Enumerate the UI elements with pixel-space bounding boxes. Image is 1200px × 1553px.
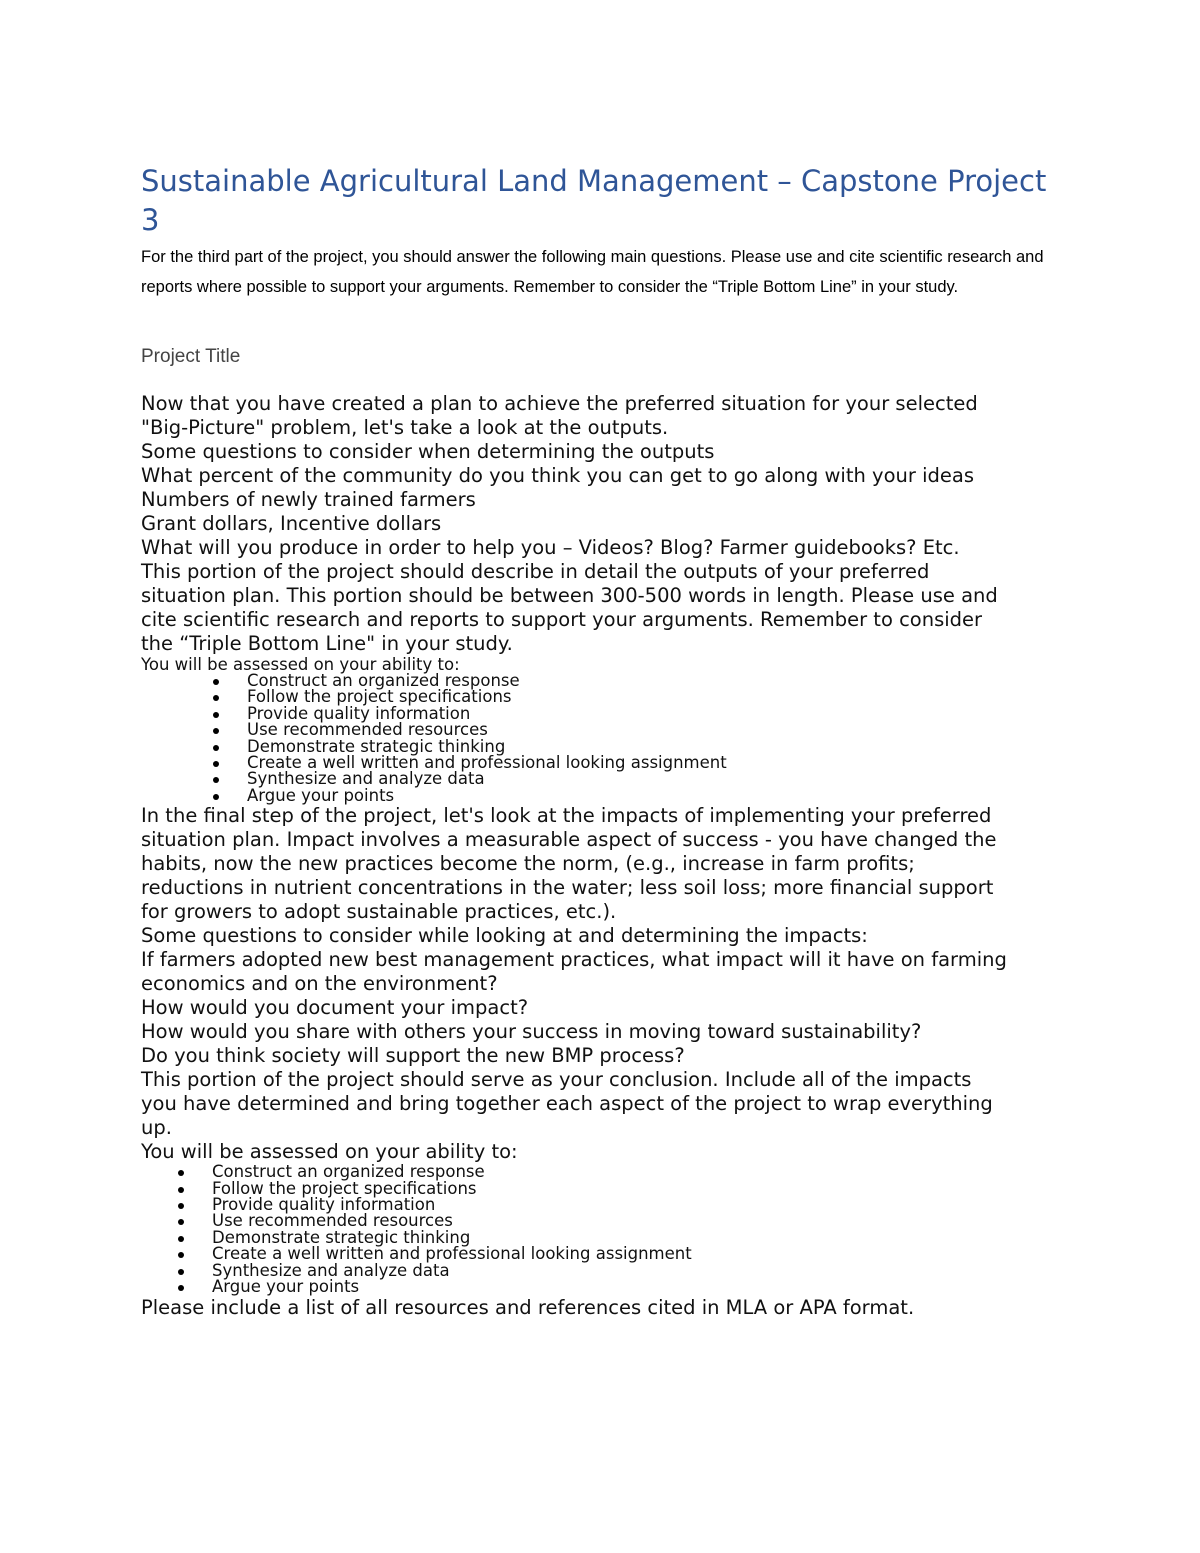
bullet-icon: [213, 679, 219, 685]
bullet-icon: [213, 695, 219, 701]
impacts-line: This portion of the project should serve as your conclusion. Include all of the impacts: [141, 1068, 972, 1092]
impacts-line: for growers to adopt sustainable practices, etc.).: [141, 900, 617, 924]
impacts-line: How would you share with others your success in moving toward sustainability?: [141, 1020, 922, 1044]
outputs-line: Some questions to consider when determining the outputs: [141, 440, 715, 463]
impacts-line: economics and on the environment?: [141, 972, 498, 996]
project-title-label: Project Title: [141, 346, 241, 367]
list-item-label: Argue your points: [247, 785, 395, 805]
outputs-line: Grant dollars, Incentive dollars: [141, 512, 442, 535]
impacts-line: You will be assessed on your ability to:: [141, 1140, 518, 1164]
list-item-label: Follow the project specifications: [247, 687, 512, 707]
list-item-label: Synthesize and analyze data: [247, 769, 485, 789]
intro-paragraph: For the third part of the project, you should answer the following main questions. Please use and cite scientific research and reports where possible to support your arguments. Remember to consider the “Triple Bottom Line” in your study.: [141, 248, 1044, 296]
impacts-line: In the final step of the project, let's look at the impacts of implementing your preferred: [141, 804, 992, 828]
list-item: [141, 785, 1071, 805]
outputs-line: What percent of the community do you think you can get to go along with your ideas: [141, 464, 974, 487]
list-item-label: Use recommended resources: [212, 1211, 453, 1231]
list-item-label: Argue your points: [212, 1277, 360, 1297]
list-item-label: Create a well written and professional looking assignment: [247, 753, 727, 773]
outputs-line: This portion of the project should describe in detail the outputs of your preferred: [141, 560, 930, 583]
impacts-line: situation plan. Impact involves a measurable aspect of success - you have changed the: [141, 828, 997, 852]
list-item: [141, 1279, 1071, 1295]
list-item-label: Provide quality information: [212, 1195, 436, 1215]
impacts-line: Some questions to consider while looking at and determining the impacts:: [141, 924, 868, 948]
outputs-line: "Big-Picture" problem, let's take a look at the outputs.: [141, 416, 669, 439]
impacts-line: habits, now the new practices become the norm, (e.g., increase in farm profits;: [141, 852, 915, 876]
bullet-icon: [178, 1203, 184, 1209]
assessment-criteria-list: [141, 1164, 1071, 1295]
impacts-line: up.: [141, 1116, 172, 1140]
bullet-icon: [213, 728, 219, 734]
bullet-icon: [213, 712, 219, 718]
bullet-icon: [178, 1285, 184, 1291]
impacts-line: reductions in nutrient concentrations in the water; less soil loss; more financial support: [141, 876, 994, 900]
outputs-section: [141, 392, 1071, 656]
bullet-icon: [178, 1170, 184, 1176]
document-body: [141, 392, 1071, 1320]
impacts-section: [141, 804, 1071, 1164]
bullet-icon: [178, 1219, 184, 1225]
bullet-icon: [213, 794, 219, 800]
bullet-icon: [178, 1187, 184, 1193]
outputs-line: situation plan. This portion should be between 300-500 words in length. Please use and: [141, 584, 998, 607]
bullet-icon: [178, 1269, 184, 1275]
impacts-line: If farmers adopted new best management practices, what impact will it have on farming: [141, 948, 1007, 972]
assessment-intro: You will be assessed on your ability to:: [141, 655, 460, 674]
bullet-icon: [213, 745, 219, 751]
list-item-label: Synthesize and analyze data: [212, 1260, 450, 1280]
bullet-icon: [213, 777, 219, 783]
list-item-label: Demonstrate strategic thinking: [247, 736, 506, 756]
outputs-line: the “Triple Bottom Line" in your study.: [141, 632, 513, 655]
list-item-label: Demonstrate strategic thinking: [212, 1227, 471, 1247]
bullet-icon: [213, 761, 219, 767]
list-item-label: Use recommended resources: [247, 720, 488, 740]
outputs-line: Numbers of newly trained farmers: [141, 488, 476, 511]
impacts-line: you have determined and bring together each aspect of the project to wrap everything: [141, 1092, 993, 1116]
impacts-line: How would you document your impact?: [141, 996, 529, 1020]
document-title: Sustainable Agricultural Land Management – Capstone Project 3: [141, 164, 1047, 237]
assessment-criteria-list: [141, 673, 1071, 804]
impacts-line: Do you think society will support the new BMP process?: [141, 1044, 685, 1068]
list-item-label: Create a well written and professional looking assignment: [212, 1244, 692, 1264]
bullet-icon: [178, 1252, 184, 1258]
references-note: Please include a list of all resources and references cited in MLA or APA format.: [141, 1295, 915, 1319]
list-item-label: Construct an organized response: [247, 671, 520, 690]
outputs-line: What will you produce in order to help you – Videos? Blog? Farmer guidebooks? Etc.: [141, 536, 960, 559]
list-item-label: Provide quality information: [247, 703, 471, 723]
list-item-label: Follow the project specifications: [212, 1178, 477, 1198]
bullet-icon: [178, 1236, 184, 1242]
outputs-line: cite scientific research and reports to support your arguments. Remember to consider: [141, 608, 983, 631]
outputs-line: Now that you have created a plan to achieve the preferred situation for your selected: [141, 392, 978, 415]
list-item-label: Construct an organized response: [212, 1162, 485, 1182]
